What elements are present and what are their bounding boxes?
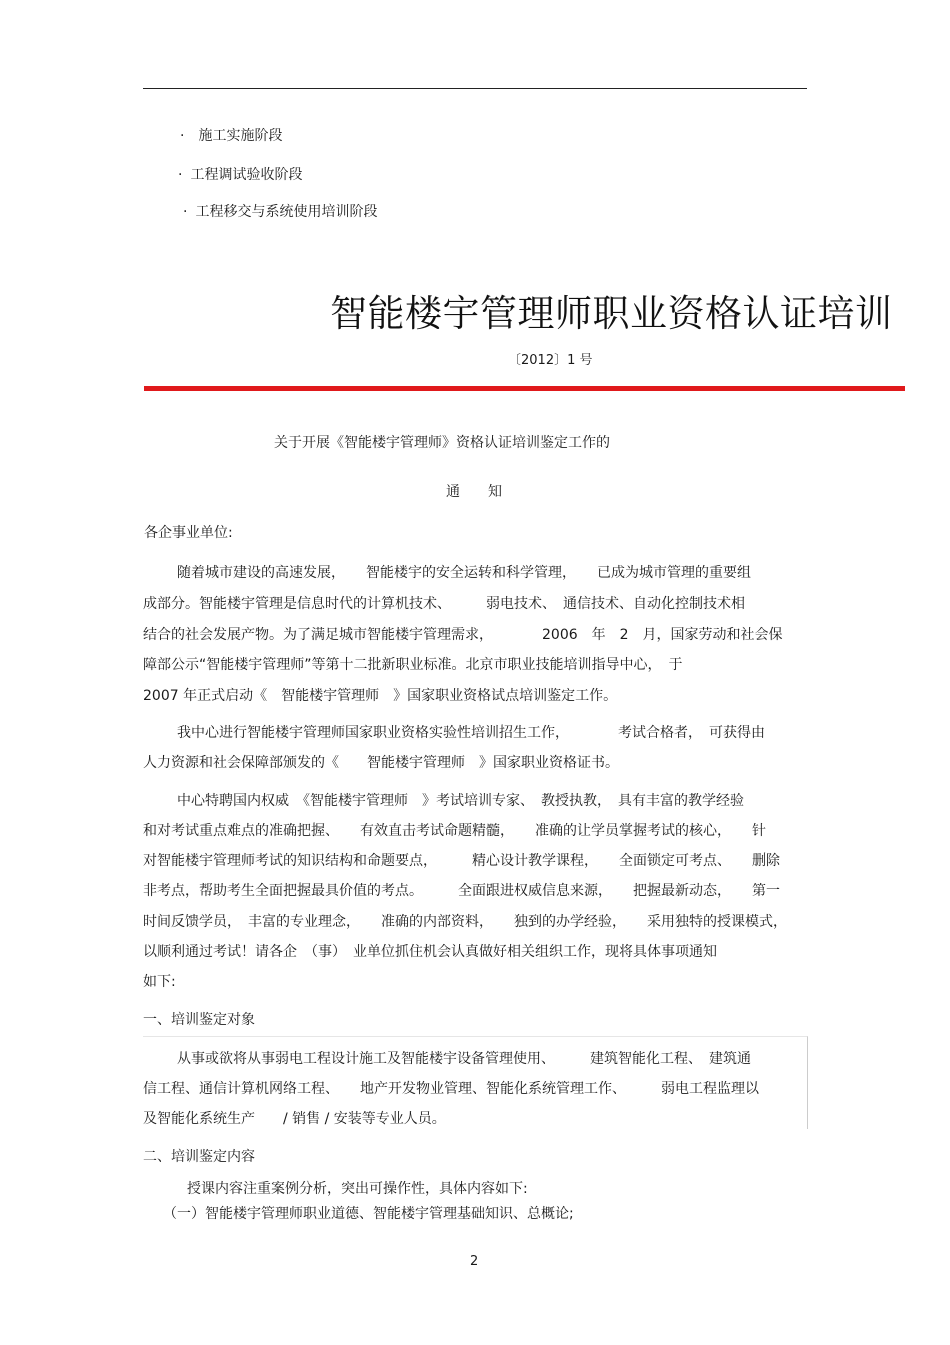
bullet-icon: · bbox=[183, 204, 188, 220]
body-line: 非考点，帮助考生全面把握最具价值的考点。 全面跟进权威信息来源， 把握最新动态， 第一 bbox=[143, 883, 780, 899]
header-rule bbox=[143, 88, 807, 89]
section-heading: 二、培训鉴定内容 bbox=[143, 1149, 255, 1165]
stage-label: 工程移交与系统使用培训阶段 bbox=[195, 204, 378, 220]
bullet-icon: · bbox=[180, 128, 185, 144]
document-number: 〔2012〕1 号 bbox=[508, 353, 593, 368]
stage-item bbox=[183, 201, 377, 221]
body-line: 中心特聘国内权威 《智能楼宇管理师 》考试培训专家、 教授执教， 具有丰富的教学经验 bbox=[177, 793, 744, 809]
section-intro: 授课内容注重案例分析，突出可操作性，具体内容如下: bbox=[187, 1181, 528, 1197]
stage-label: 工程调试验收阶段 bbox=[190, 167, 303, 183]
stage-label: 施工实施阶段 bbox=[198, 128, 283, 144]
body-line: 和对考试重点难点的准确把握、 有效直击考试命题精髓， 准确的让学员掌握考试的核心， 针 bbox=[143, 823, 766, 839]
body-line: 时间反馈学员， 丰富的专业理念， 准确的内部资料， 独到的办学经验， 采用独特的授课模式， bbox=[143, 914, 787, 930]
body-line: 随着城市建设的高速发展， 智能楼宇的安全运转和科学管理， 已成为城市管理的重要组 bbox=[177, 565, 751, 581]
page-title: 智能楼宇管理师职业资格认证培训 bbox=[330, 292, 893, 335]
salutation: 各企事业单位: bbox=[144, 525, 233, 541]
bullet-icon: · bbox=[178, 167, 183, 183]
body-line: 对智能楼宇管理师考试的知识结构和命题要点， 精心设计教学课程， 全面锁定可考点、 删除 bbox=[143, 853, 780, 869]
stage-item bbox=[180, 125, 282, 145]
content-item: （一）智能楼宇管理师职业道德、智能楼宇管理基础知识、总概论; bbox=[163, 1206, 574, 1222]
body-line: 障部公示“智能楼宇管理师”等第十二批新职业标准。北京市职业技能培训指导中心， 于 bbox=[143, 657, 683, 673]
stage-item bbox=[178, 164, 302, 184]
body-line: 成部分。智能楼宇管理是信息时代的计算机技术、 弱电技术、 通信技术、自动化控制技术相 bbox=[143, 596, 745, 612]
body-line: 以顺利通过考试！请各企 （事） 业单位抓住机会认真做好相关组织工作，现将具体事项通知 bbox=[143, 944, 717, 960]
body-line: 2007 年正式启动《 智能楼宇管理师 》国家职业资格试点培训鉴定工作。 bbox=[143, 688, 618, 704]
body-line: 人力资源和社会保障部颁发的《 智能楼宇管理师 》国家职业资格证书。 bbox=[143, 755, 619, 771]
notice-subtitle: 关于开展《智能楼宇管理师》资格认证培训鉴定工作的 bbox=[274, 435, 610, 451]
section-line: 信工程、通信计算机网络工程、 地产开发物业管理、智能化系统管理工作、 弱电工程监理以 bbox=[143, 1081, 759, 1097]
section-heading: 一、培训鉴定对象 bbox=[143, 1012, 255, 1028]
body-line: 我中心进行智能楼宇管理师国家职业资格实验性培训招生工作， 考试合格者， 可获得由 bbox=[177, 725, 765, 741]
notice-heading: 通 知 bbox=[446, 484, 502, 500]
red-divider bbox=[144, 386, 905, 391]
body-line: 结合的社会发展产物。为了满足城市智能楼宇管理需求， 2006 年 2 月，国家劳动和社会保 bbox=[143, 627, 783, 643]
section-line: 及智能化系统生产 / 销售 / 安装等专业人员。 bbox=[143, 1111, 446, 1127]
body-line: 如下: bbox=[143, 974, 176, 990]
page-number: 2 bbox=[470, 1254, 479, 1269]
section-line: 从事或欲将从事弱电工程设计施工及智能楼宇设备管理使用、 建筑智能化工程、 建筑通 bbox=[177, 1051, 751, 1067]
